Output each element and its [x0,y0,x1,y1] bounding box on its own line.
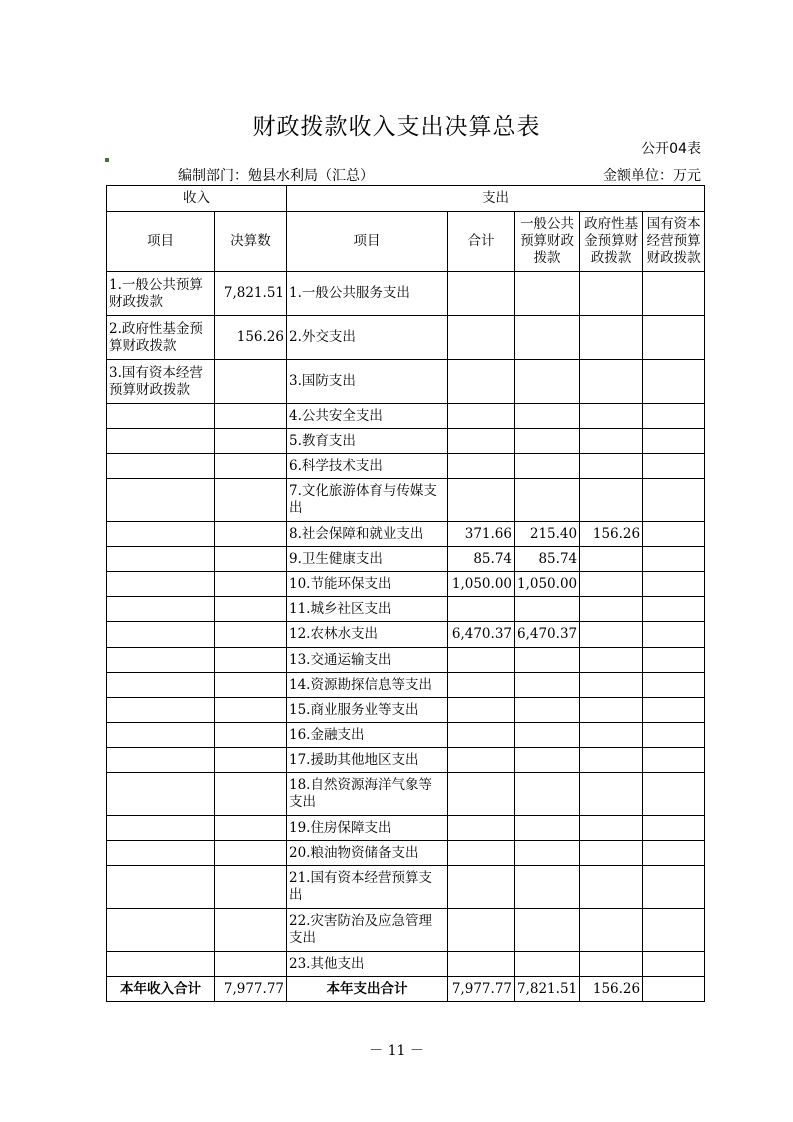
general-budget-amount [515,316,580,360]
expense-item: 12.农林水支出 [287,622,448,648]
fund-budget-amount [580,748,643,773]
state-capital-amount [643,648,705,673]
expense-total [448,673,515,698]
fund-budget-amount [580,952,643,977]
expense-total [448,454,515,479]
income-amount [215,479,287,522]
general-budget-amount [515,841,580,866]
income-amount [215,816,287,841]
expense-item: 16.金融支出 [287,723,448,748]
table-row [107,841,705,866]
income-item [107,816,215,841]
table-row [107,479,705,522]
expense-item: 5.教育支出 [287,429,448,454]
totals-row [107,977,705,1002]
expense-total [448,597,515,622]
general-budget-amount [515,952,580,977]
general-budget-amount: 1,050.00 [515,572,580,597]
expense-item: 21.国有资本经营预算支出 [287,866,448,909]
fund-budget-amount: 156.26 [580,522,643,547]
fund-budget-amount [580,597,643,622]
general-budget-amount [515,909,580,952]
table-row [107,360,705,404]
general-budget-amount [515,773,580,816]
general-budget-amount [515,673,580,698]
expense-total [448,316,515,360]
state-capital-amount [643,597,705,622]
income-amount [215,622,287,648]
expense-item: 8.社会保障和就业支出 [287,522,448,547]
income-item-header: 项目 [107,212,215,272]
general-budget-amount [515,648,580,673]
general-budget-amount [515,454,580,479]
fund-budget-amount [580,429,643,454]
state-capital-amount [643,698,705,723]
header-row-columns [107,212,705,272]
fund-budget-amount [580,316,643,360]
income-item [107,597,215,622]
income-amount [215,952,287,977]
general-budget-total: 7,821.51 [515,977,580,1002]
general-budget-amount [515,866,580,909]
general-budget-amount [515,816,580,841]
expense-total: 85.74 [448,547,515,572]
page-title: 财政拨款收入支出决算总表 [252,114,541,140]
fund-budget-amount [580,454,643,479]
expense-item: 14.资源勘探信息等支出 [287,673,448,698]
header-row-group [107,186,705,212]
expense-item: 19.住房保障支出 [287,816,448,841]
table-row [107,909,705,952]
table-row [107,522,705,547]
fund-budget-amount [580,572,643,597]
total-header: 合计 [448,212,515,272]
general-budget-amount [515,723,580,748]
page-number: － 11 － [369,1043,424,1059]
state-capital-total [643,977,705,1002]
expense-total [448,723,515,748]
expense-grand-total: 7,977.77 [448,977,515,1002]
income-amount [215,360,287,404]
income-amount [215,866,287,909]
expense-item: 3.国防支出 [287,360,448,404]
table-row [107,648,705,673]
general-budget-header: 一般公共预算财政拨款 [515,212,580,272]
income-total-amount: 7,977.77 [215,977,287,1002]
expense-total [448,360,515,404]
expense-total: 1,050.00 [448,572,515,597]
income-item [107,648,215,673]
fund-budget-amount [580,909,643,952]
expense-item: 9.卫生健康支出 [287,547,448,572]
general-budget-amount [515,597,580,622]
state-capital-amount [643,622,705,648]
state-capital-amount [643,748,705,773]
state-capital-amount [643,429,705,454]
expense-item: 2.外交支出 [287,316,448,360]
income-amount [215,597,287,622]
table-row [107,773,705,816]
income-total-label: 本年收入合计 [107,977,215,1002]
table-row [107,698,705,723]
state-capital-amount [643,866,705,909]
income-item [107,404,215,429]
income-item [107,841,215,866]
fund-budget-amount [580,404,643,429]
fund-budget-amount [580,773,643,816]
income-item [107,723,215,748]
state-capital-amount [643,723,705,748]
income-amount [215,454,287,479]
table-row [107,272,705,316]
income-item: 1.一般公共预算财政拨款 [107,272,215,316]
state-capital-amount [643,673,705,698]
general-budget-amount: 85.74 [515,547,580,572]
expense-total [448,841,515,866]
income-amount [215,748,287,773]
state-capital-amount [643,909,705,952]
table-row [107,723,705,748]
state-capital-amount [643,841,705,866]
income-amount [215,404,287,429]
expense-total [448,429,515,454]
income-item [107,522,215,547]
table-row [107,673,705,698]
state-capital-amount [643,572,705,597]
fund-budget-amount [580,547,643,572]
fund-budget-amount [580,816,643,841]
expense-item: 4.公共安全支出 [287,404,448,429]
fund-budget-amount [580,698,643,723]
table-row [107,316,705,360]
income-amount [215,841,287,866]
fund-budget-amount [580,866,643,909]
income-amount [215,723,287,748]
income-item [107,748,215,773]
expense-header: 支出 [287,186,705,212]
income-amount [215,648,287,673]
general-budget-amount [515,360,580,404]
expense-item-header: 项目 [287,212,448,272]
scan-mark [105,158,109,162]
state-capital-amount [643,479,705,522]
income-item [107,909,215,952]
state-capital-amount [643,454,705,479]
state-capital-amount [643,404,705,429]
state-capital-amount [643,816,705,841]
table-row [107,866,705,909]
expense-item: 18.自然资源海洋气象等支出 [287,773,448,816]
expense-total [448,479,515,522]
expense-total: 371.66 [448,522,515,547]
expense-total [448,404,515,429]
fund-budget-amount [580,622,643,648]
income-item [107,572,215,597]
income-item [107,866,215,909]
income-item [107,622,215,648]
expense-item: 20.粮油物资储备支出 [287,841,448,866]
expense-total [448,952,515,977]
form-number: 公开04表 [641,141,701,157]
income-item [107,479,215,522]
general-budget-amount [515,404,580,429]
expense-item: 23.其他支出 [287,952,448,977]
income-amount [215,547,287,572]
income-amount [215,698,287,723]
state-capital-amount [643,547,705,572]
income-item [107,952,215,977]
table-row [107,429,705,454]
expense-total: 6,470.37 [448,622,515,648]
general-budget-amount [515,698,580,723]
table-row [107,952,705,977]
income-amount [215,909,287,952]
state-capital-amount [643,952,705,977]
fund-budget-amount [580,648,643,673]
final-amount-header: 决算数 [215,212,287,272]
expense-total-label: 本年支出合计 [287,977,448,1002]
expense-total [448,748,515,773]
expense-total [448,272,515,316]
income-amount [215,429,287,454]
income-amount [215,773,287,816]
income-amount [215,572,287,597]
expense-total [448,816,515,841]
income-item [107,547,215,572]
fund-budget-amount [580,272,643,316]
fund-budget-amount [580,723,643,748]
income-item: 2.政府性基金预算财政拨款 [107,316,215,360]
table-row [107,748,705,773]
expense-total [448,648,515,673]
fund-budget-amount [580,673,643,698]
state-capital-amount [643,316,705,360]
table-row [107,454,705,479]
fund-budget-header: 政府性基金预算财政拨款 [580,212,643,272]
expense-total [448,773,515,816]
expense-item: 22.灾害防治及应急管理支出 [287,909,448,952]
state-capital-amount [643,773,705,816]
expense-item: 15.商业服务业等支出 [287,698,448,723]
table-row [107,597,705,622]
general-budget-amount: 215.40 [515,522,580,547]
general-budget-amount [515,479,580,522]
income-header: 收入 [107,186,287,212]
state-capital-amount [643,272,705,316]
general-budget-amount [515,429,580,454]
table-row [107,572,705,597]
income-item [107,698,215,723]
table-row [107,547,705,572]
expense-item: 17.援助其他地区支出 [287,748,448,773]
expense-total [448,698,515,723]
expense-item: 13.交通运输支出 [287,648,448,673]
fund-budget-amount [580,360,643,404]
expense-item: 10.节能环保支出 [287,572,448,597]
table-row [107,622,705,648]
general-budget-amount [515,748,580,773]
income-item [107,673,215,698]
income-item [107,773,215,816]
income-item [107,454,215,479]
income-amount: 156.26 [215,316,287,360]
table-row [107,816,705,841]
table-row [107,404,705,429]
expense-total [448,866,515,909]
income-amount [215,522,287,547]
income-item: 3.国有资本经营预算财政拨款 [107,360,215,404]
prepared-by: 编制部门：勉县水利局（汇总） [178,168,374,184]
state-capital-amount [643,360,705,404]
expense-item: 7.文化旅游体育与传媒支出 [287,479,448,522]
expense-item: 6.科学技术支出 [287,454,448,479]
general-budget-amount [515,272,580,316]
fund-budget-amount [580,479,643,522]
amount-unit: 金额单位：万元 [603,168,701,184]
expense-item: 1.一般公共服务支出 [287,272,448,316]
appropriation-table [106,185,705,1002]
expense-total [448,909,515,952]
income-amount: 7,821.51 [215,272,287,316]
income-amount [215,673,287,698]
fund-budget-amount [580,841,643,866]
expense-item: 11.城乡社区支出 [287,597,448,622]
state-capital-amount [643,522,705,547]
fund-budget-total: 156.26 [580,977,643,1002]
income-item [107,429,215,454]
state-capital-header: 国有资本经营预算财政拨款 [643,212,705,272]
general-budget-amount: 6,470.37 [515,622,580,648]
